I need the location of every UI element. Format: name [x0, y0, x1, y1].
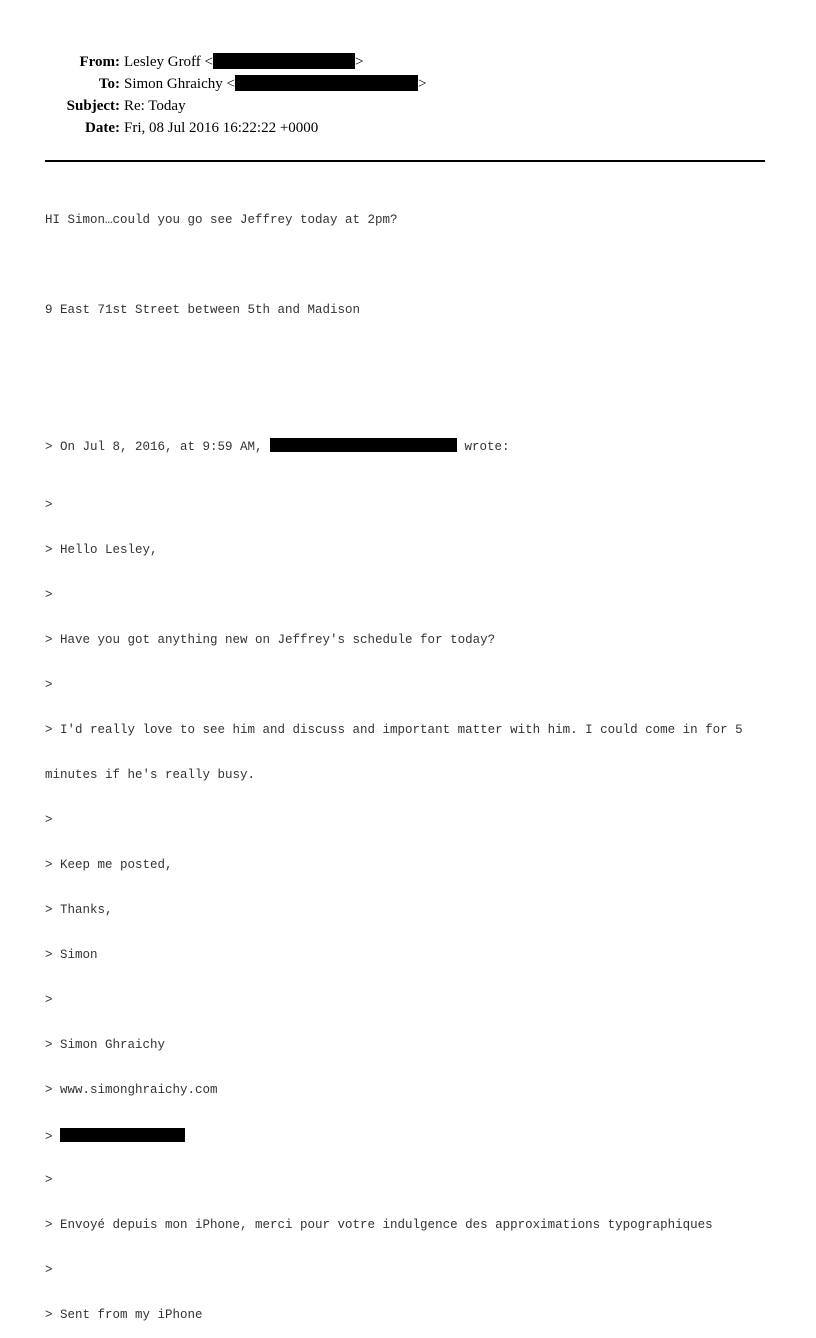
quoted-line: > Keep me posted,	[45, 858, 173, 872]
subject-row	[0, 96, 816, 118]
quoted-line: >	[45, 498, 53, 512]
email-header	[0, 52, 816, 140]
quoted-line: >	[45, 588, 53, 602]
quoted-line: > Have you got anything new on Jeffrey's schedule for today?	[45, 633, 496, 647]
from-close: >	[355, 54, 364, 70]
to-row	[0, 74, 816, 96]
blank-line	[45, 258, 775, 273]
quote-intro	[45, 438, 775, 453]
quoted-line: > Sent from my iPhone	[45, 1308, 203, 1322]
quote-prefix: >	[45, 1130, 61, 1144]
quoted-line: minutes if he's really busy.	[45, 768, 256, 782]
body-line: 9 East 71st Street between 5th and Madison	[45, 303, 361, 317]
redacted-quoted-line	[45, 1128, 775, 1143]
quoted-line: >	[45, 1173, 53, 1187]
quote-intro-prefix: > On Jul 8, 2016, at 9:59 AM,	[45, 440, 271, 454]
quoted-line: > Envoyé depuis mon iPhone, merci pour votre indulgence des approximations typographiques	[45, 1218, 713, 1232]
date-row	[0, 118, 816, 140]
redaction-block	[213, 53, 355, 69]
quoted-line: >	[45, 1263, 53, 1277]
quoted-line: > Hello Lesley,	[45, 543, 158, 557]
quoted-line: >	[45, 678, 53, 692]
quoted-line: > Thanks,	[45, 903, 113, 917]
quoted-line: > Simon Ghraichy	[45, 1038, 166, 1052]
date-value: Fri, 08 Jul 2016 16:22:22 +0000	[124, 120, 319, 136]
from-name: Lesley Groff <	[124, 54, 213, 70]
redaction-block	[270, 438, 457, 452]
redaction-block	[235, 75, 418, 91]
quoted-line: >	[45, 993, 53, 1007]
header-divider	[45, 160, 765, 162]
from-label: From:	[79, 54, 120, 70]
subject-value: Re: Today	[124, 98, 186, 114]
quote-intro-suffix: wrote:	[457, 440, 510, 454]
to-close: >	[417, 76, 427, 92]
date-label: Date:	[85, 120, 120, 136]
quoted-line: > Simon	[45, 948, 98, 962]
to-label: To:	[98, 76, 120, 92]
from-row	[0, 52, 816, 74]
email-body	[45, 183, 775, 1338]
quoted-line: > I'd really love to see him and discuss and important matter with him. I could come in for 5	[45, 723, 743, 737]
to-value	[124, 74, 426, 94]
body-line: HI Simon…could you go see Jeffrey today at 2pm?	[45, 213, 398, 227]
from-value	[124, 52, 363, 72]
blank-line	[45, 348, 775, 363]
quoted-line: > www.simonghraichy.com	[45, 1083, 218, 1097]
to-name: Simon Ghraichy <	[124, 76, 235, 92]
subject-label: Subject:	[66, 98, 120, 114]
quoted-line: >	[45, 813, 53, 827]
blank-line	[45, 393, 775, 408]
redaction-block	[60, 1128, 185, 1142]
